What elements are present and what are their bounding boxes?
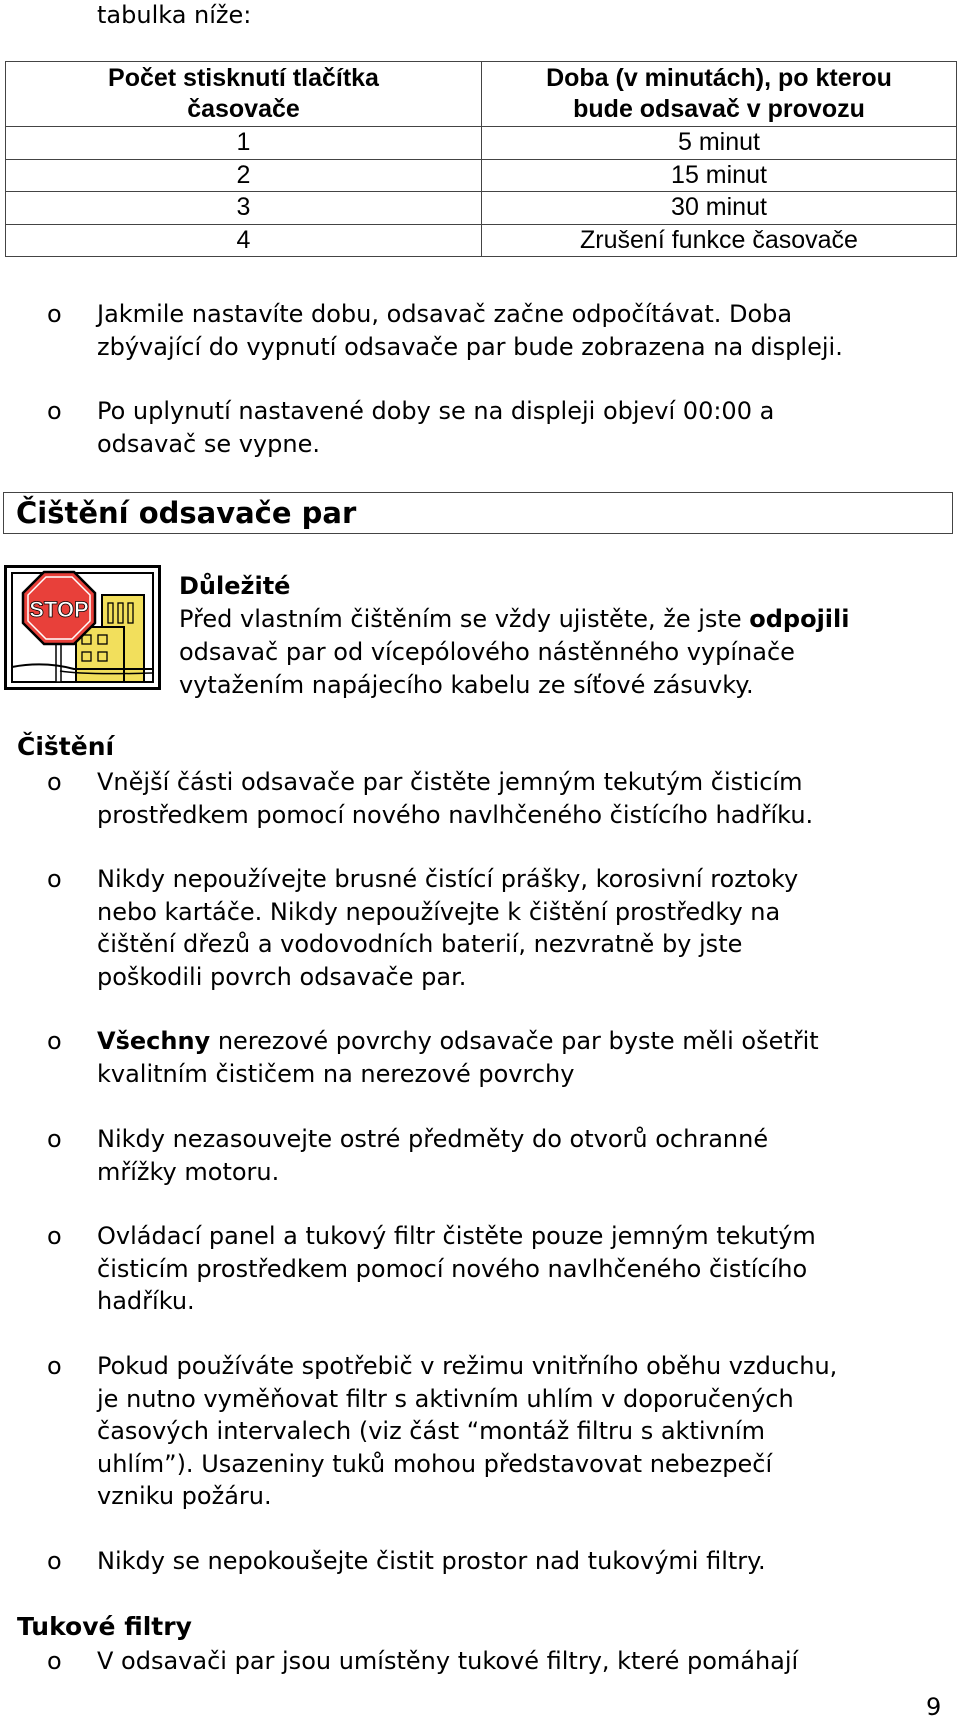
table-header-duration: Doba (v minutách), po kterou bude odsavač v provozu: [482, 62, 957, 127]
bullet-marker: o: [47, 1027, 62, 1055]
timer-table: [5, 61, 957, 257]
table-cell: 4: [6, 224, 482, 257]
intro-text: tabulka níže:: [97, 1, 252, 29]
cleaning-heading: Čištění: [17, 732, 115, 761]
table-cell: 30 minut: [482, 192, 957, 225]
table-cell: 15 minut: [482, 159, 957, 192]
bullet-marker: o: [47, 768, 62, 796]
bullet-marker: o: [47, 397, 62, 425]
page-number: 9: [926, 1693, 942, 1721]
table-row: [6, 192, 957, 225]
table-row: [6, 224, 957, 257]
important-heading: Důležité: [179, 572, 291, 600]
bullet-marker: o: [47, 1647, 62, 1675]
section-title-box: [3, 492, 953, 534]
manual-page: tabulka níže: Počet stisknutí tlačítka časovače Doba (v minutách), po kterou bude odsavač v provozu 1 5 minut 2 15 minut 3 30 minut 4 Zrušení funkce časovače o Jakmile nastavíte dobu, odsavač začne odpočítávat. Doba zbývající do vypnutí odsavače par bude zobrazena na displeji. o Po uplynutí nastavené doby se na displeji objeví 00:00 a odsavač se vypne. Čištění odsavače par STOP Důležité Před vlastním čištěním se vždy ujistěte, že jste odpojili odsavač par od vícepólového nástěnného vypínače vytažením napájecího kabelu ze síťové zásuvky. Čištění o Vnější části odsavače par čistěte jemným tekutým čisticím prostředkem pomocí nového navlhčeného čistícího hadříku. o Nikdy nepoužívejte brusné čistící prášky, korosivní roztoky nebo kartáče. Nikdy nepoužívejte k čištění prostředky na čištění dřezů a vodovodních baterií, nezvratně by jste poškodili povrch odsavače par. o Všechny nerezové povrchy odsavače par byste měli ošetřit kvalitním čističem na nerezové povrchy o Nikdy nezasouvejte ostré předměty do otvorů ochranné mřížky motoru. o Ovládací panel a tukový filtr čistěte pouze jemným tekutým čisticím prostředkem pomocí nového navlhčeného čistícího hadříku. o Pokud používáte spotřebič v režimu vnitřního oběhu vzduchu, je nutno vyměňovat filtr s aktivním uhlím v doporučených časových intervalech (viz část “montáž filtru s aktivním uhlím”). Usazeniny tuků mohou představovat nebezpečí vzniku požáru. o Nikdy se nepokoušejte čistit prostor nad tukovými filtry. Tukové filtry o V odsavači par jsou umístěny tukové filtry, které pomáhají 9: [0, 0, 960, 1723]
table-row: [6, 127, 957, 160]
table-header-row: [6, 62, 957, 127]
table-header-presses: Počet stisknutí tlačítka časovače: [6, 62, 482, 127]
filters-heading: Tukové filtry: [17, 1612, 192, 1641]
bullet-marker: o: [47, 300, 62, 328]
table-cell: 5 minut: [482, 127, 957, 160]
bullet-marker: o: [47, 865, 62, 893]
bullet-marker: o: [47, 1222, 62, 1250]
table-cell: 1: [6, 127, 482, 160]
table-cell: 2: [6, 159, 482, 192]
important-notice: Důležité Před vlastním čištěním se vždy ujistěte, že jste odpojili odsavač par od vícepólového nástěnného vypínače vytažením napájecího kabelu ze síťové zásuvky.: [179, 570, 949, 702]
table-row: [6, 159, 957, 192]
table-cell: 3: [6, 192, 482, 225]
bullet-marker: o: [47, 1547, 62, 1575]
bullet-marker: o: [47, 1352, 62, 1380]
bullet-marker: o: [47, 1125, 62, 1153]
stop-sign-text: STOP: [29, 597, 89, 622]
table-cell: Zrušení funkce časovače: [482, 224, 957, 257]
stop-sign-icon: [4, 565, 161, 690]
section-title: Čištění odsavače par: [16, 496, 357, 530]
